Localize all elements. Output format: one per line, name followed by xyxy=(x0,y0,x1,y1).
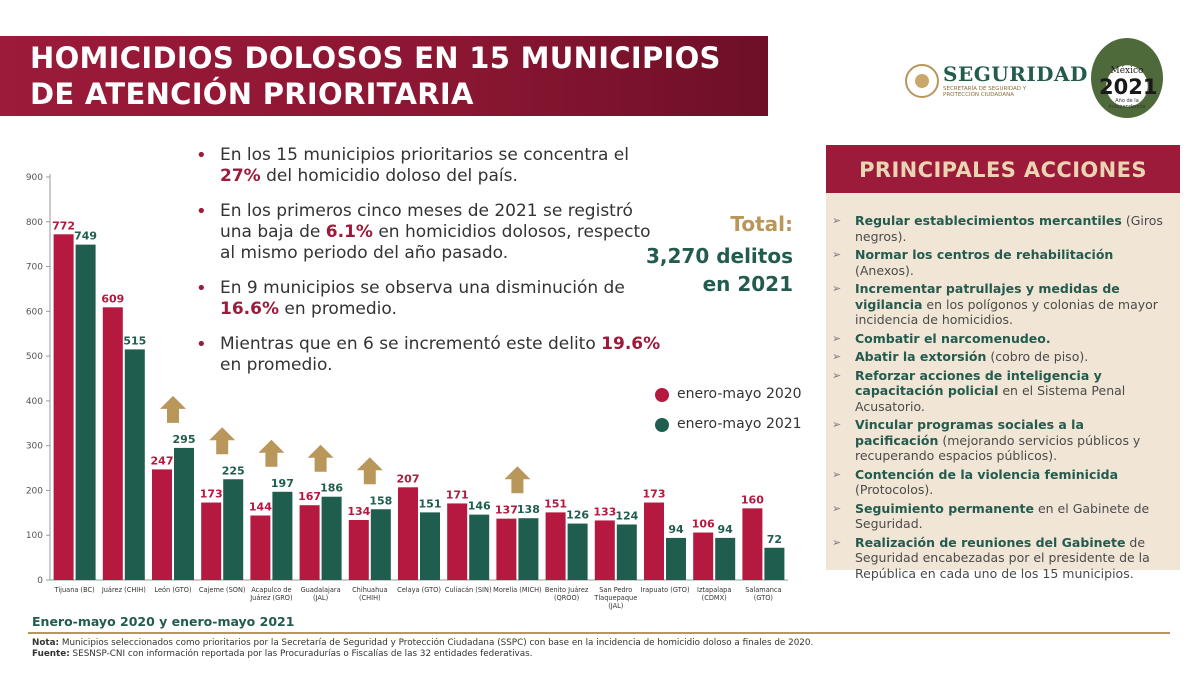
data-label-2021: 225 xyxy=(221,464,245,478)
y-tick-label: 500 xyxy=(25,352,43,363)
finding-highlight: 6.1% xyxy=(325,222,373,242)
title-line-2: DE ATENCIÓN PRIORITARIA xyxy=(30,77,474,111)
bar-2020 xyxy=(447,503,467,580)
action-detail: en el Gabinete de Seguridad. xyxy=(855,500,1150,531)
bar-2021 xyxy=(764,548,784,580)
x-tick-label: Morelia (MICH) xyxy=(493,586,542,594)
action-detail: (Giros negros). xyxy=(855,213,1163,244)
seguridad-logo xyxy=(905,62,1088,100)
footnote xyxy=(32,638,1172,660)
x-tick-label: Iztapalapa xyxy=(697,586,732,594)
footer-divider xyxy=(28,632,1170,634)
finding-text: del homicidio doloso del país. xyxy=(260,166,518,186)
x-tick-label: Culiacán (SIN) xyxy=(444,586,492,594)
bar-2020 xyxy=(496,519,516,580)
bar-2021 xyxy=(174,448,194,580)
x-tick-label: (QROO) xyxy=(553,594,580,602)
finding-text: En los primeros cinco meses de 2021 se registró una baja de xyxy=(220,201,633,242)
logo-subtitle: SECRETARÍA DE SEGURIDAD Y PROTECCIÓN CIUDADANA xyxy=(943,86,1027,98)
bar-2021 xyxy=(617,524,637,580)
bar-2020 xyxy=(250,516,270,580)
data-label-2020: 167 xyxy=(298,490,322,504)
bar-2021 xyxy=(272,492,292,580)
x-tick-label: Chihuahua xyxy=(352,586,388,594)
increase-arrow-icon xyxy=(308,445,334,472)
action-title: Incrementar patrullajes y medidas de vigilancia xyxy=(855,281,1120,312)
y-tick-label: 700 xyxy=(25,262,43,273)
actions-list xyxy=(832,213,1164,584)
finding-text: en homicidios dolosos, respecto al mismo periodo del año pasado. xyxy=(220,222,651,263)
action-title: Reforzar acciones de inteligencia y capacitación policial xyxy=(855,367,1102,398)
bar-2020 xyxy=(300,505,320,580)
total-label: Total: xyxy=(730,212,793,236)
national-seal-icon xyxy=(905,64,939,98)
action-detail: en los polígonos y colonias de mayor incidencia de homicidios. xyxy=(855,296,1158,327)
x-tick-label: Tijuana (BC) xyxy=(54,586,95,594)
action-title: Contención de la violencia feminicida xyxy=(855,466,1119,482)
action-title: Combatir el narcomenudeo. xyxy=(855,330,1051,346)
finding-text: En 9 municipios se observa una disminución de xyxy=(220,278,625,298)
y-tick-label: 100 xyxy=(25,531,43,542)
actions-heading: PRINCIPALES ACCIONES xyxy=(826,145,1180,193)
finding-highlight: 16.6% xyxy=(220,299,279,319)
mexico-2021-logo xyxy=(1091,38,1163,118)
action-detail: (Anexos). xyxy=(855,262,914,278)
nota-text: Municipios seleccionados como prioritarios por la Secretaría de Seguridad y Protección Ciudadana (SSPC) con base en la incidencia de homicidio doloso a finales de 2020. xyxy=(59,638,814,648)
action-title: Realización de reuniones del Gabinete xyxy=(855,534,1126,550)
action-item xyxy=(832,467,1164,498)
homicide-bar-chart xyxy=(0,160,800,620)
legend-label-2021: enero-mayo 2021 xyxy=(677,416,802,432)
increase-arrow-icon xyxy=(160,396,186,423)
nota-line xyxy=(32,638,1172,649)
x-tick-label: (JAL) xyxy=(313,594,329,602)
action-item xyxy=(832,535,1164,582)
fuente-line xyxy=(32,649,1172,660)
data-label-2020: 772 xyxy=(52,219,76,233)
data-label-2020: 160 xyxy=(740,493,764,507)
action-detail: (cobro de piso). xyxy=(986,349,1089,364)
data-label-2021: 749 xyxy=(74,229,98,243)
bar-2021 xyxy=(715,538,735,580)
x-tick-label: León (GTO) xyxy=(154,586,192,594)
x-tick-label: Juárez (GRO) xyxy=(250,594,293,602)
data-label-2021: 197 xyxy=(270,476,294,490)
x-tick-label: Juárez (CHIH) xyxy=(101,586,146,594)
y-tick-label: 400 xyxy=(25,396,43,407)
bar-2020 xyxy=(742,508,762,580)
bar-2021 xyxy=(322,497,342,580)
action-detail: en el Sistema Penal Acusatorio. xyxy=(855,383,1126,414)
increase-arrow-icon xyxy=(357,457,383,484)
y-tick-label: 0 xyxy=(37,576,43,586)
bar-2020 xyxy=(644,503,664,580)
data-label-2021: 72 xyxy=(766,532,783,546)
data-label-2021: 515 xyxy=(123,334,147,348)
total-value-line-1: 3,270 delitos xyxy=(645,244,793,268)
data-label-2020: 134 xyxy=(347,504,371,518)
y-tick-label: 200 xyxy=(25,486,43,497)
bar-2020 xyxy=(103,307,123,580)
logo-year: 2021 xyxy=(1099,75,1158,99)
bar-2020 xyxy=(201,503,221,580)
data-label-2021: 146 xyxy=(467,499,491,513)
fuente-text: SESNSP-CNI con información reportada por las Procuradurías o Fiscalías de las 32 entidades federativas. xyxy=(69,649,533,659)
bar-2021 xyxy=(568,524,588,580)
finding-text: En los 15 municipios prioritarios se concentra el xyxy=(220,145,629,165)
bar-2021 xyxy=(223,479,243,580)
action-title: Vincular programas sociales a la pacificación xyxy=(855,417,1084,448)
action-detail: de Seguridad encabezadas por el presidente de la República en cada uno de los 15 municipios. xyxy=(855,534,1150,581)
bar-2020 xyxy=(595,520,615,580)
bar-2020 xyxy=(546,512,566,580)
bar-2021 xyxy=(666,538,686,580)
logo-mexico-label: México xyxy=(1110,66,1144,76)
legend-label-2020: enero-mayo 2020 xyxy=(677,386,802,402)
action-item xyxy=(832,247,1164,278)
action-title: Normar los centros de rehabilitación xyxy=(855,247,1114,262)
data-label-2020: 137 xyxy=(494,503,518,517)
data-label-2020: 207 xyxy=(396,472,420,486)
action-item xyxy=(832,417,1164,464)
x-tick-label: (JAL) xyxy=(608,602,624,610)
bar-2021 xyxy=(76,245,96,580)
period-label: Enero-mayo 2020 y enero-mayo 2021 xyxy=(32,614,295,629)
x-tick-label: Benito Juárez xyxy=(544,586,589,594)
increase-arrow-icon xyxy=(504,466,530,493)
y-tick-label: 800 xyxy=(25,217,43,228)
bar-2021 xyxy=(420,512,440,580)
action-detail: (mejorando servicios públicos y recuperando espacios públicos). xyxy=(855,432,1141,463)
data-label-2021: 126 xyxy=(566,508,590,522)
bar-2020 xyxy=(693,533,713,580)
bar-2021 xyxy=(518,518,538,580)
bar-2020 xyxy=(398,487,418,580)
data-label-2021: 94 xyxy=(668,522,684,536)
action-title: Regular establecimientos mercantiles xyxy=(855,213,1122,228)
action-item xyxy=(832,501,1164,532)
action-title: Abatir la extorsión xyxy=(855,349,987,364)
data-label-2020: 247 xyxy=(150,454,174,468)
finding-text: en promedio. xyxy=(278,299,397,319)
action-title: Seguimiento permanente xyxy=(855,500,1034,516)
data-label-2020: 133 xyxy=(593,505,617,519)
logo-year-subtitle: Año de la Independencia xyxy=(1108,98,1146,110)
data-label-2021: 124 xyxy=(615,509,639,523)
action-detail: (Protocolos). xyxy=(855,482,934,497)
bar-2021 xyxy=(371,509,391,580)
finding-text: en promedio. xyxy=(220,355,333,375)
data-label-2021: 186 xyxy=(320,481,344,495)
action-item xyxy=(832,281,1164,328)
x-tick-label: (CHIH) xyxy=(358,594,381,602)
page-title xyxy=(30,40,721,112)
finding-text: Mientras que en 6 se incrementó este delito xyxy=(220,334,602,354)
y-tick-label: 600 xyxy=(25,307,43,318)
title-line-1: HOMICIDIOS DOLOSOS EN 15 MUNICIPIOS xyxy=(30,41,721,75)
data-label-2021: 158 xyxy=(369,494,393,508)
nota-label: Nota: xyxy=(32,638,60,648)
y-tick-label: 300 xyxy=(25,441,43,452)
data-label-2020: 144 xyxy=(248,500,272,514)
x-tick-label: (CDMX) xyxy=(701,594,727,602)
data-label-2020: 173 xyxy=(199,487,223,501)
finding-highlight: 27% xyxy=(220,166,261,186)
data-label-2020: 106 xyxy=(691,517,715,531)
increase-arrow-icon xyxy=(258,440,284,467)
action-item xyxy=(832,213,1164,244)
action-item xyxy=(832,349,1164,365)
bar-2020 xyxy=(349,520,369,580)
x-tick-label: Cajeme (SON) xyxy=(198,586,246,594)
data-label-2020: 173 xyxy=(642,487,666,501)
x-tick-label: Celaya (GTO) xyxy=(397,586,441,594)
action-item xyxy=(832,368,1164,415)
actions-panel xyxy=(826,145,1180,581)
data-label-2021: 295 xyxy=(172,432,196,446)
x-tick-label: Guadalajara xyxy=(300,586,341,594)
data-label-2020: 609 xyxy=(101,292,125,306)
total-value-line-2: en 2021 xyxy=(702,272,793,296)
bar-2020 xyxy=(54,234,74,580)
x-tick-label: (GTO) xyxy=(753,594,774,602)
bar-2021 xyxy=(125,349,145,580)
data-label-2021: 138 xyxy=(516,503,540,517)
data-label-2020: 151 xyxy=(544,497,568,511)
x-tick-label: Irapuato (GTO) xyxy=(640,586,690,594)
data-label-2021: 94 xyxy=(717,522,733,536)
data-label-2021: 151 xyxy=(418,497,442,511)
x-tick-label: San Pedro xyxy=(599,586,633,594)
data-label-2020: 171 xyxy=(445,488,469,502)
increase-arrow-icon xyxy=(209,427,235,454)
logo-name: SEGURIDAD xyxy=(943,62,1088,86)
y-tick-label: 900 xyxy=(25,173,43,183)
title-banner xyxy=(0,36,768,116)
fuente-label: Fuente: xyxy=(32,649,70,659)
finding-highlight: 19.6% xyxy=(601,334,661,354)
bar-2020 xyxy=(152,469,172,580)
action-item xyxy=(832,331,1164,347)
x-tick-label: Tlaquepaque xyxy=(594,594,638,602)
bar-2021 xyxy=(469,515,489,580)
x-tick-label: Salamanca xyxy=(745,586,782,594)
x-tick-label: Acapulco de xyxy=(251,586,292,594)
